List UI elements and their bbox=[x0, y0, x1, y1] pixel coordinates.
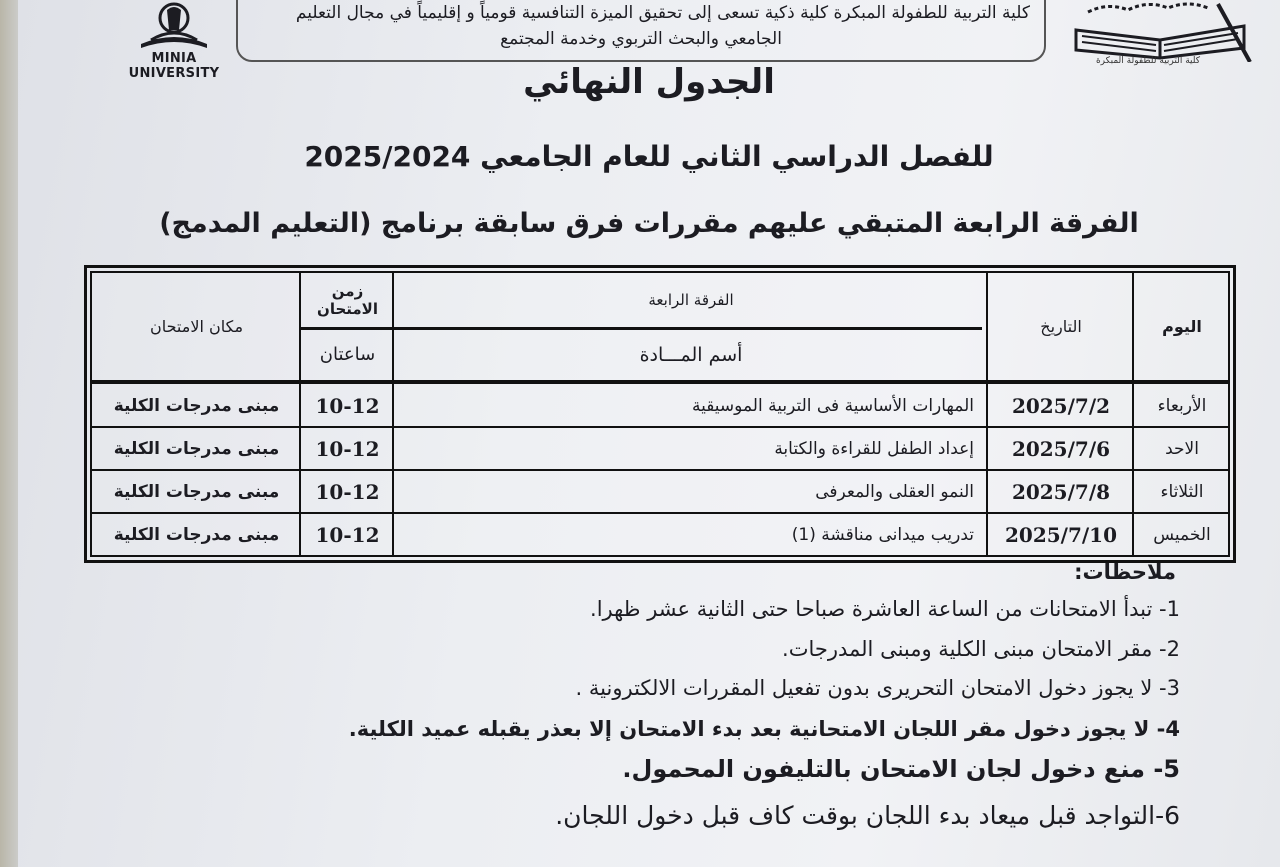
row-date: 2025/7/2 bbox=[1011, 393, 1111, 418]
row-day: الثلاثاء bbox=[1160, 481, 1204, 502]
row-date: 2025/7/8 bbox=[1011, 479, 1111, 504]
row-place: مبنى مدرجات الكلية bbox=[113, 438, 280, 459]
faculty-logo-caption: كلية التربية للطفولة المبكرة bbox=[1095, 56, 1201, 66]
vision-statement bbox=[236, 0, 1046, 62]
group-title: الفرقة الرابعة المتبقي عليهم مقررات فرق سابقة برنامج (التعليم المدمج) bbox=[159, 208, 1139, 239]
university-emblem-icon bbox=[131, 0, 217, 52]
row-subject: إعداد الطفل للقراءة والكتابة bbox=[774, 438, 974, 459]
semester-title: للفصل الدراسي الثاني للعام الجامعي 2025/2024 bbox=[304, 140, 994, 173]
row-date: 2025/7/10 bbox=[1004, 522, 1118, 547]
header-duration-value: ساعتان bbox=[319, 344, 376, 365]
page-title: الجدول النهائي bbox=[523, 62, 775, 102]
open-book-icon bbox=[1068, 0, 1253, 62]
table-row bbox=[92, 470, 1228, 513]
document-page bbox=[18, 0, 1280, 867]
row-place: مبنى مدرجات الكلية bbox=[113, 524, 280, 545]
header-duration: زمن الامتحان bbox=[317, 282, 378, 318]
table-row bbox=[92, 384, 1228, 427]
note-item: 3- لا يجوز دخول الامتحان التحريرى بدون تفعيل المقررات الالكترونية . bbox=[575, 676, 1180, 700]
note-item: 6-التواجد قبل ميعاد بدء اللجان بوقت كاف قبل دخول اللجان. bbox=[555, 801, 1180, 830]
table-row bbox=[92, 427, 1228, 470]
header-subject: أسم المـــادة bbox=[639, 343, 743, 366]
row-day: الأربعاء bbox=[1157, 395, 1207, 416]
row-subject: النمو العقلى والمعرفى bbox=[815, 481, 974, 502]
row-day: الاحد bbox=[1165, 438, 1199, 459]
header-place: مكان الامتحان bbox=[149, 317, 244, 336]
table-row bbox=[92, 513, 1228, 556]
row-day: الخميس bbox=[1153, 524, 1211, 545]
note-item: 5- منع دخول لجان الامتحان بالتليفون المحمول. bbox=[622, 755, 1180, 783]
note-item: 1- تبدأ الامتحانات من الساعة العاشرة صباحا حتى الثانية عشر ظهرا. bbox=[590, 597, 1180, 621]
row-time: 10-12 bbox=[315, 479, 380, 504]
note-item: 4- لا يجوز دخول مقر اللجان الامتحانية بعد بدء الامتحان إلا بعذر يقبله عميد الكلية. bbox=[348, 717, 1180, 741]
vision-line-1: كلية التربية للطفولة المبكرة كلية ذكية تسعى إلى تحقيق الميزة التنافسية قومياً و إقليمياً في مجال التعليم bbox=[295, 3, 1030, 23]
row-place: مبنى مدرجات الكلية bbox=[113, 481, 280, 502]
header-level: الفرقة الرابعة bbox=[648, 291, 734, 309]
row-subject: المهارات الأساسية فى التربية الموسيقية bbox=[691, 395, 974, 416]
row-time: 10-12 bbox=[315, 436, 380, 461]
row-date: 2025/7/6 bbox=[1011, 436, 1111, 461]
notes-heading: ملاحظات: bbox=[1074, 560, 1176, 584]
row-place: مبنى مدرجات الكلية bbox=[113, 395, 280, 416]
exam-schedule-table bbox=[84, 265, 1236, 563]
vision-line-2: الجامعي والبحث التربوي وخدمة المجتمع bbox=[500, 29, 782, 49]
note-item: 2- مقر الامتحان مبنى الكلية ومبنى المدرجات. bbox=[782, 637, 1180, 661]
university-name: MINIA UNIVERSITY bbox=[128, 51, 220, 81]
row-time: 10-12 bbox=[315, 393, 380, 418]
header-date: التاريخ bbox=[1040, 317, 1082, 336]
table-header bbox=[92, 273, 1228, 380]
header-day: اليوم bbox=[1162, 317, 1202, 336]
row-time: 10-12 bbox=[315, 522, 380, 547]
row-subject: تدريب ميدانى مناقشة (1) bbox=[791, 524, 974, 545]
